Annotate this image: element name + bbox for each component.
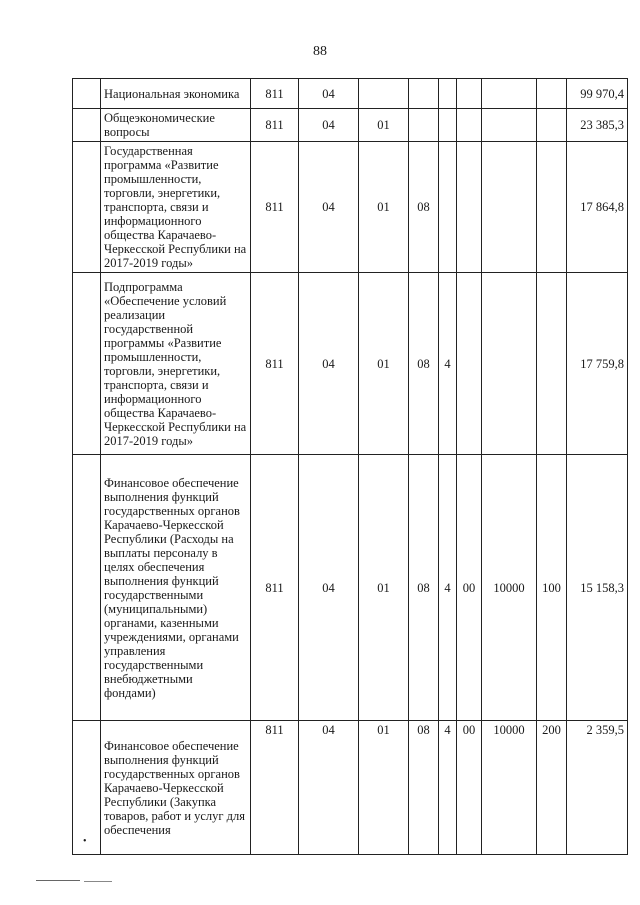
code-program: 08 [409, 142, 439, 273]
code-subprogram [439, 79, 457, 109]
code-expense-type: 200 [537, 721, 567, 855]
code-subsection: 01 [359, 721, 409, 855]
code-expense-type [537, 109, 567, 142]
budget-table [72, 78, 628, 855]
code-subprogram [439, 142, 457, 273]
code-program: 08 [409, 455, 439, 721]
table-row [73, 79, 628, 109]
table-row [73, 455, 628, 721]
row-name: Общеэкономические вопросы [101, 109, 251, 142]
code-ministry: 811 [251, 79, 299, 109]
margin-dot: • [83, 836, 87, 847]
code-subsection [359, 79, 409, 109]
code-section: 04 [299, 79, 359, 109]
footer-rule-short [84, 881, 112, 882]
code-subprogram: 4 [439, 273, 457, 455]
amount-cell: 99 970,4 [567, 79, 628, 109]
code-expense-type [537, 273, 567, 455]
amount-cell: 17 759,8 [567, 273, 628, 455]
code-direction: 10000 [482, 721, 537, 855]
code-subsection: 01 [359, 455, 409, 721]
row-name: Финансовое обеспечение выполнения функций государственных органов Карачаево-Черкесской Республики (Расходы на выплаты персоналу в целях обеспечения выполнения функций государственными (муниципальными) органами, казенными учреждениями, органами управления государственными внебюджетными фондами) [101, 455, 251, 721]
code-ministry: 811 [251, 455, 299, 721]
code-subsection: 01 [359, 109, 409, 142]
table-row [73, 721, 628, 855]
code-event: 00 [457, 455, 482, 721]
code-expense-type [537, 142, 567, 273]
row-number-cell [73, 455, 101, 721]
code-section: 04 [299, 455, 359, 721]
code-subprogram [439, 109, 457, 142]
code-section: 04 [299, 273, 359, 455]
code-ministry: 811 [251, 142, 299, 273]
row-name: Национальная экономика [101, 79, 251, 109]
footer-rule [36, 880, 80, 881]
row-name: Государственная программа «Развитие промышленности, торговли, энергетики, транспорта, связи и информационного общества Карачаево-Черкесской Республики на 2017-2019 годы» [101, 142, 251, 273]
code-direction [482, 109, 537, 142]
row-number-cell [73, 142, 101, 273]
code-direction [482, 79, 537, 109]
code-expense-type [537, 79, 567, 109]
code-ministry: 811 [251, 273, 299, 455]
table-row [73, 273, 628, 455]
amount-cell: 2 359,5 [567, 721, 628, 855]
code-subsection: 01 [359, 273, 409, 455]
code-subsection: 01 [359, 142, 409, 273]
row-number-cell [73, 721, 101, 855]
code-event [457, 109, 482, 142]
code-direction: 10000 [482, 455, 537, 721]
code-ministry: 811 [251, 721, 299, 855]
row-name: Подпрограмма «Обеспечение условий реализации государственной программы «Развитие промышленности, торговли, энергетики, транспорта, связи и информационного общества Карачаево-Черкесской Республики на 2017-2019 годы» [101, 273, 251, 455]
code-subprogram: 4 [439, 455, 457, 721]
row-number-cell [73, 109, 101, 142]
table-row [73, 142, 628, 273]
code-expense-type: 100 [537, 455, 567, 721]
code-event: 00 [457, 721, 482, 855]
code-program: 08 [409, 721, 439, 855]
code-ministry: 811 [251, 109, 299, 142]
code-event [457, 142, 482, 273]
code-program [409, 79, 439, 109]
code-direction [482, 142, 537, 273]
code-program: 08 [409, 273, 439, 455]
code-section: 04 [299, 109, 359, 142]
amount-cell: 15 158,3 [567, 455, 628, 721]
row-name: Финансовое обеспечение выполнения функций государственных органов Карачаево-Черкесской Республики (Закупка товаров, работ и услуг для обеспечения [101, 721, 251, 855]
code-program [409, 109, 439, 142]
code-event [457, 273, 482, 455]
page-number: 88 [313, 44, 327, 59]
row-number-cell [73, 79, 101, 109]
amount-cell: 17 864,8 [567, 142, 628, 273]
code-direction [482, 273, 537, 455]
amount-cell: 23 385,3 [567, 109, 628, 142]
table-row [73, 109, 628, 142]
code-subprogram: 4 [439, 721, 457, 855]
code-event [457, 79, 482, 109]
code-section: 04 [299, 142, 359, 273]
code-section: 04 [299, 721, 359, 855]
row-number-cell [73, 273, 101, 455]
